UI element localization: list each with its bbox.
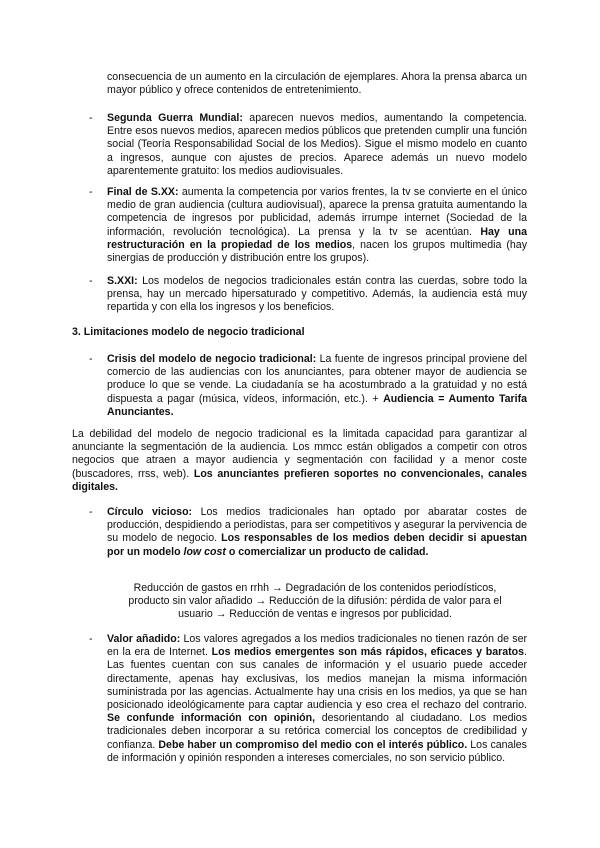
bullet-emphasis: Se confunde información con opinión, [107, 712, 316, 725]
bullet-text: aparecen nuevos medios, aumentando la competencia. Entre esos nuevos medios, aparecen medios públicos que pretenden cumplir una función social (Teoría Responsabilidad Social de los Medios). Sigue el mismo modelo en cuanto a ingresos, aunque con ajustes de precios. Aparece además un nuevo modelo aparentemente gratuito: los medios audiovisuales. [107, 112, 528, 177]
section-heading: 3. Limitaciones modelo de negocio tradicional [72, 326, 305, 338]
bullet-emphasis: Los medios emergentes son más rápidos, eficaces y baratos [211, 646, 525, 659]
bullet-title: Final de S.XX: [107, 186, 179, 198]
bullet-title: S.XXI: [107, 275, 138, 287]
paragraph-continuation [107, 71, 527, 97]
centered-chain [115, 582, 515, 622]
bullet-title: Crisis del modelo de negocio tradicional: [107, 353, 317, 365]
bullet-text: Los modelos de negocios tradicionales están contra las cuerdas, sobre todo la prensa, hay un mercado hipersaturado y competitivo. Además, la audiencia está muy repartida y con ella los ingresos y los beneficios. [107, 275, 527, 314]
bullet-title: Valor añadido: [107, 633, 181, 645]
bullet-sxxi [107, 275, 527, 315]
bullet-emphasis: Audiencia = Aumento Tarifa Anunciantes. [107, 392, 528, 418]
bullet-emphasis: Los responsables de los medios deben decidir si apuestan por un modelo [107, 532, 527, 558]
chain-text: Reducción de gastos en rrhh → Degradación de los contenidos periodísticos, producto sin valor añadido → Reducción de la difusión: pérdida de valor para el usuario → Reducción de ventas e ingresos por publicidad. [128, 582, 502, 621]
bullet-dash: - [89, 112, 93, 124]
paragraph-debilidad [72, 428, 527, 494]
bullet-dash: - [89, 186, 93, 198]
bullet-dash: - [89, 353, 93, 365]
bullet-dash: - [89, 506, 93, 518]
bullet-emphasis: o comercializar un producto de calidad. [225, 545, 429, 558]
bullet-text: Los canales de información y opinión responden a intereses comerciales, no son servicio público. [107, 738, 527, 764]
paragraph-emphasis: Los anunciantes prefieren soportes no convencionales, canales digitales. [72, 467, 527, 493]
bullet-title: Segunda Guerra Mundial: [107, 112, 243, 124]
bullet-text: , nacen los grupos multimedia (hay sinergias de producción y distribución entre los grupos). [107, 238, 527, 265]
bullet-emphasis-italic: low cost [183, 545, 226, 558]
bullet-text: aumenta la competencia por varios frentes, la tv se convierte en el único medio de gran audiencia (cultura audiovisual), aparece la prensa gratuita aumentando la competencia de ingresos por publicidad, además irrumpe internet (Sociedad de la información, revolución tecnológica). La prensa y la tv se acentúan. [107, 186, 528, 238]
bullet-crisis-modelo [107, 353, 527, 419]
bullet-segunda-guerra-mundial [107, 112, 527, 178]
bullet-final-sxx [107, 186, 527, 265]
bullet-text: Los valores agregados a los medios tradicionales no tienen razón de ser en la era de Internet. [107, 633, 527, 659]
bullet-dash: - [89, 633, 93, 645]
paragraph-text: consecuencia de un aumento en la circulación de ejemplares. Ahora la prensa abarca un mayor público y ofrece contenidos de entretenimiento. [107, 71, 527, 97]
bullet-text: . Las fuentes cuentan con sus canales de información y el usuario puede acceder directamente, apenas hay exclusivas, los medios manejan la misma información suministrada por las agencias. Actualmente hay una crisis en los medios, ya que se han posicionado ideológicamente para captar audiencia y eso crea el rechazo del contrario. [107, 646, 527, 712]
paragraph-text: La debilidad del modelo de negocio tradicional es la limitada capacidad para garantizar al anunciante la segmentación de la audiencia. Los mmcc están obligados a competir con otros negocios que atraen a mayor audiencia y segmentación con facilidad y a menor coste (buscadores, rrss, web). [72, 428, 527, 480]
bullet-emphasis: Hay una restructuración en la propiedad de los medios [107, 225, 527, 251]
bullet-dash: - [89, 275, 93, 287]
bullet-text: Los medios tradicionales han optado por abaratar costes de producción, despidiendo a periodistas, para ser competitivos y asegurar la pervivencia de su modelo de negocio. [107, 506, 527, 545]
bullet-valor-anadido [107, 633, 527, 765]
bullet-text: La fuente de ingresos principal proviene del comercio de las audiencias con los anunciantes, para obtener mayor de audiencia se produce lo que se vende. La ciudadanía se ha acostumbrado a la gratuidad y no está dispuesta a pagar (música, vídeos, información, etc.). + [107, 353, 527, 405]
bullet-text: desorientando al ciudadano. Los medios tradicionales deben incorporar a su retórica comercial los conceptos de credibilidad y confianza. [107, 712, 527, 751]
bullet-title: Círculo vicioso: [107, 506, 193, 518]
bullet-emphasis: Debe haber un compromiso del medio con el interés público. [158, 738, 468, 751]
bullet-circulo-vicioso [107, 506, 527, 559]
